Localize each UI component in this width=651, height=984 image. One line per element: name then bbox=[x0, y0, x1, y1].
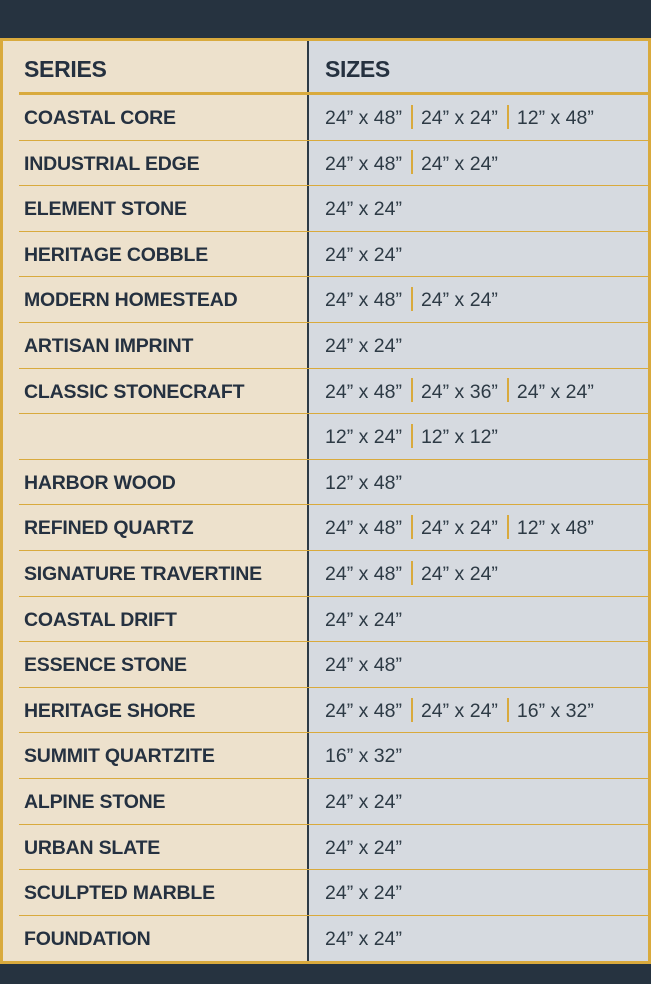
sizes-list bbox=[325, 505, 594, 550]
series-name: CLASSIC STONECRAFT bbox=[24, 380, 245, 403]
size-value: 24” x 48” bbox=[325, 517, 402, 540]
size-value: 16” x 32” bbox=[516, 699, 594, 722]
size-separator bbox=[411, 515, 413, 539]
table-row bbox=[19, 870, 648, 916]
sizes-list bbox=[325, 916, 402, 961]
top-bar bbox=[0, 0, 651, 38]
size-value: 12” x 48” bbox=[516, 517, 594, 540]
size-value: 24” x 24” bbox=[325, 334, 402, 357]
series-name: SIGNATURE TRAVERTINE bbox=[24, 562, 262, 585]
series-name: ELEMENT STONE bbox=[24, 198, 187, 221]
table-row bbox=[19, 825, 648, 871]
size-value: 24” x 48” bbox=[325, 152, 402, 175]
table-row bbox=[19, 688, 648, 734]
table-row bbox=[19, 642, 648, 688]
table-row bbox=[19, 95, 648, 141]
table-row bbox=[19, 186, 648, 232]
size-value: 24” x 24” bbox=[420, 289, 498, 312]
size-value: 24” x 48” bbox=[325, 562, 402, 585]
table-row bbox=[19, 323, 648, 369]
size-value: 24” x 48” bbox=[325, 289, 402, 312]
series-name: HARBOR WOOD bbox=[24, 471, 176, 494]
series-name: HERITAGE SHORE bbox=[24, 699, 196, 722]
table-row bbox=[19, 141, 648, 187]
sizes-column-header: SIZES bbox=[325, 56, 390, 82]
sizes-list bbox=[325, 460, 402, 505]
size-value: 24” x 24” bbox=[420, 699, 498, 722]
series-name: FOUNDATION bbox=[24, 927, 151, 950]
table-row bbox=[19, 277, 648, 323]
size-value: 24” x 24” bbox=[325, 243, 402, 266]
size-separator bbox=[411, 561, 413, 585]
size-separator bbox=[507, 515, 509, 539]
size-value: 24” x 24” bbox=[325, 882, 402, 905]
size-separator bbox=[411, 698, 413, 722]
sizes-list bbox=[325, 779, 402, 824]
series-name: REFINED QUARTZ bbox=[24, 517, 194, 540]
series-name: INDUSTRIAL EDGE bbox=[24, 152, 200, 175]
series-name: SUMMIT QUARTZITE bbox=[24, 745, 215, 768]
sizes-list bbox=[325, 733, 402, 778]
size-value: 12” x 12” bbox=[420, 426, 498, 449]
series-name: ESSENCE STONE bbox=[24, 654, 187, 677]
size-separator bbox=[507, 105, 509, 129]
size-value: 24” x 48” bbox=[325, 107, 402, 129]
table-row bbox=[19, 916, 648, 961]
sizes-list bbox=[325, 551, 498, 596]
sizes-list bbox=[325, 141, 498, 186]
size-separator bbox=[411, 105, 413, 129]
sizes-list bbox=[325, 688, 594, 733]
sizes-list bbox=[325, 870, 402, 915]
size-separator bbox=[507, 698, 509, 722]
size-value: 24” x 24” bbox=[325, 608, 402, 631]
size-value: 12” x 24” bbox=[325, 426, 402, 449]
table-row bbox=[19, 779, 648, 825]
table-row bbox=[19, 551, 648, 597]
series-name: ARTISAN IMPRINT bbox=[24, 334, 194, 357]
table-row bbox=[19, 597, 648, 643]
series-name: COASTAL CORE bbox=[24, 107, 176, 129]
series-name: ALPINE STONE bbox=[24, 790, 166, 813]
sizes-list bbox=[325, 414, 498, 459]
table-row bbox=[19, 733, 648, 779]
size-separator bbox=[507, 378, 509, 402]
size-separator bbox=[411, 150, 413, 174]
sizes-list bbox=[325, 186, 402, 231]
size-value: 24” x 24” bbox=[325, 198, 402, 221]
table-row bbox=[19, 460, 648, 506]
sizes-list bbox=[325, 323, 402, 368]
table-row bbox=[19, 369, 648, 415]
size-value: 24” x 24” bbox=[325, 790, 402, 813]
table-row bbox=[19, 232, 648, 278]
table-header-row bbox=[3, 41, 648, 93]
sizes-list bbox=[325, 369, 594, 414]
size-value: 12” x 48” bbox=[325, 471, 402, 494]
series-sizes-table bbox=[0, 38, 651, 964]
size-separator bbox=[411, 287, 413, 311]
size-value: 16” x 32” bbox=[325, 745, 402, 768]
sizes-list bbox=[325, 232, 402, 277]
table-row bbox=[19, 414, 648, 460]
bottom-bar bbox=[0, 964, 651, 984]
size-value: 24” x 48” bbox=[325, 699, 402, 722]
series-name: URBAN SLATE bbox=[24, 836, 161, 859]
sizes-list bbox=[325, 95, 594, 140]
size-value: 24” x 24” bbox=[420, 152, 498, 175]
sizes-list bbox=[325, 597, 402, 642]
series-name: HERITAGE COBBLE bbox=[24, 243, 209, 266]
size-separator bbox=[411, 424, 413, 448]
sizes-list bbox=[325, 642, 402, 687]
table-row bbox=[19, 505, 648, 551]
table-body bbox=[3, 95, 648, 960]
size-value: 24” x 48” bbox=[325, 380, 402, 403]
sizes-list bbox=[325, 825, 402, 870]
size-value: 12” x 48” bbox=[516, 107, 594, 129]
size-separator bbox=[411, 378, 413, 402]
series-name: COASTAL DRIFT bbox=[24, 608, 177, 631]
series-name: SCULPTED MARBLE bbox=[24, 882, 215, 905]
size-value: 24” x 24” bbox=[325, 927, 402, 950]
size-value: 24” x 48” bbox=[325, 654, 402, 677]
size-value: 24” x 24” bbox=[420, 562, 498, 585]
series-column-header: SERIES bbox=[24, 56, 107, 82]
series-name: MODERN HOMESTEAD bbox=[24, 289, 238, 312]
size-value: 24” x 24” bbox=[325, 836, 402, 859]
size-value: 24” x 24” bbox=[516, 380, 594, 403]
size-value: 24” x 24” bbox=[420, 517, 498, 540]
size-value: 24” x 36” bbox=[420, 380, 498, 403]
size-value: 24” x 24” bbox=[420, 107, 498, 129]
sizes-list bbox=[325, 277, 498, 322]
